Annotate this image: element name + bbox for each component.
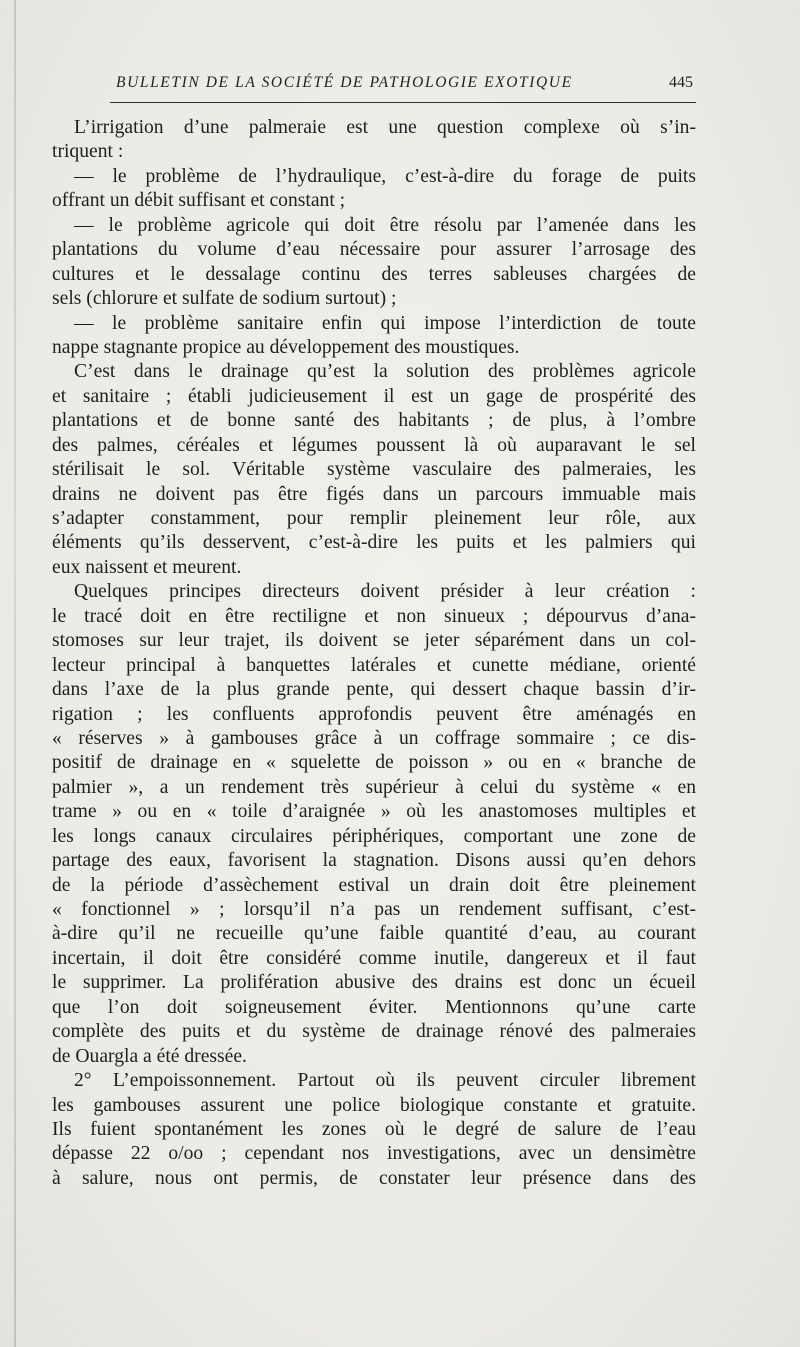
text-line: de Ouargla a été dressée.	[52, 1045, 247, 1067]
page-number: 445	[669, 74, 693, 91]
text-line: palmier », a un rendement très supérieur à celui du système « en	[52, 776, 696, 798]
text-line: Quelques principes directeurs doivent présider à leur création :	[74, 581, 696, 603]
body-text	[52, 116, 696, 1191]
text-line: le supprimer. La prolifération abusive des drains est donc un écueil	[52, 972, 696, 994]
text-line: et sanitaire ; établi judicieusement il est un gage de prospérité des	[52, 385, 696, 407]
text-line: les longs canaux circulaires périphériques, comportant une zone de	[52, 825, 696, 847]
text-line: plantations du volume d’eau nécessaire pour assurer l’arrosage des	[52, 239, 696, 261]
text-line: des palmes, céréales et légumes poussent là où auparavant le sel	[52, 434, 696, 456]
text-line: de la période d’assèchement estival un drain doit être pleinement	[52, 874, 696, 896]
text-line: drains ne doivent pas être figés dans un parcours immuable mais	[52, 483, 696, 505]
text-line: plantations et de bonne santé des habitants ; de plus, à l’ombre	[52, 410, 696, 432]
text-line: à-dire qu’il ne recueille qu’une faible quantité d’eau, au courant	[52, 923, 696, 945]
text-line: — le problème sanitaire enfin qui impose l’interdiction de toute	[74, 312, 696, 334]
text-line: cultures et le dessalage continu des terres sableuses chargées de	[52, 263, 696, 285]
text-line: « fonctionnel » ; lorsqu’il n’a pas un rendement suffisant, c’est-	[52, 899, 696, 920]
text-line: L’irrigation d’une palmeraie est une question complexe où s’in-	[74, 117, 696, 138]
text-line: — le problème agricole qui doit être résolu par l’amenée dans les	[74, 214, 696, 236]
text-line: « réserves » à gambouses grâce à un coffrage sommaire ; ce dis-	[52, 727, 696, 749]
text-line: éléments qu’ils desservent, c’est-à-dire les puits et les palmiers qui	[52, 532, 696, 554]
text-line: rigation ; les confluents approfondis peuvent être aménagés en	[52, 703, 696, 725]
text-line: — le problème de l’hydraulique, c’est-à-dire du forage de puits	[74, 165, 696, 187]
text-line: 2° L’empoissonnement. Partout où ils peuvent circuler librement	[74, 1070, 696, 1092]
text-line: nappe stagnante propice au développement des moustiques.	[52, 336, 520, 358]
text-line: Ils fuient spontanément les zones où le degré de salure de l’eau	[52, 1118, 696, 1140]
running-title: BULLETIN DE LA SOCIÉTÉ DE PATHOLOGIE EXOTIQUE	[116, 74, 573, 91]
text-line: incertain, il doit être considéré comme inutile, dangereux et il faut	[52, 947, 696, 969]
text-line: les gambouses assurent une police biologique constante et gratuite.	[52, 1094, 696, 1116]
text-line: trame » ou en « toile d’araignée » où les anastomoses multiples et	[52, 801, 696, 823]
page-header	[116, 74, 696, 98]
text-line: partage des eaux, favorisent la stagnation. Disons aussi qu’en dehors	[52, 850, 696, 872]
text-line: dépasse 22 o/oo ; cependant nos investigations, avec un densimètre	[52, 1143, 696, 1165]
page-edge-shadow	[14, 0, 16, 1347]
text-line: dans l’axe de la plus grande pente, qui dessert chaque bassin d’ir-	[52, 679, 696, 701]
text-line: positif de drainage en « squelette de poisson » ou en « branche de	[52, 752, 696, 774]
text-line: triquent :	[52, 141, 124, 163]
text-line: eux naissent et meurent.	[52, 556, 242, 578]
text-line: C’est dans le drainage qu’est la solution des problèmes agricole	[74, 361, 696, 383]
header-rule	[110, 102, 696, 103]
text-line: offrant un débit suffisant et constant ;	[52, 190, 346, 212]
text-line: complète des puits et du système de drainage rénové des palmeraies	[52, 1021, 696, 1043]
text-line: s’adapter constamment, pour remplir pleinement leur rôle, aux	[52, 508, 696, 529]
text-line: stérilisait le sol. Véritable système vasculaire des palmeraies, les	[52, 459, 696, 481]
text-line: stomoses sur leur trajet, ils doivent se jeter séparément dans un col-	[52, 630, 696, 652]
text-line: le tracé doit en être rectiligne et non sinueux ; dépourvus d’ana-	[52, 605, 696, 627]
text-line: à salure, nous ont permis, de constater leur présence dans des	[52, 1167, 696, 1189]
text-line: que l’on doit soigneusement éviter. Mentionnons qu’une carte	[52, 996, 696, 1018]
text-line: lecteur principal à banquettes latérales et cunette médiane, orienté	[52, 654, 696, 676]
text-line: sels (chlorure et sulfate de sodium surtout) ;	[52, 288, 397, 310]
